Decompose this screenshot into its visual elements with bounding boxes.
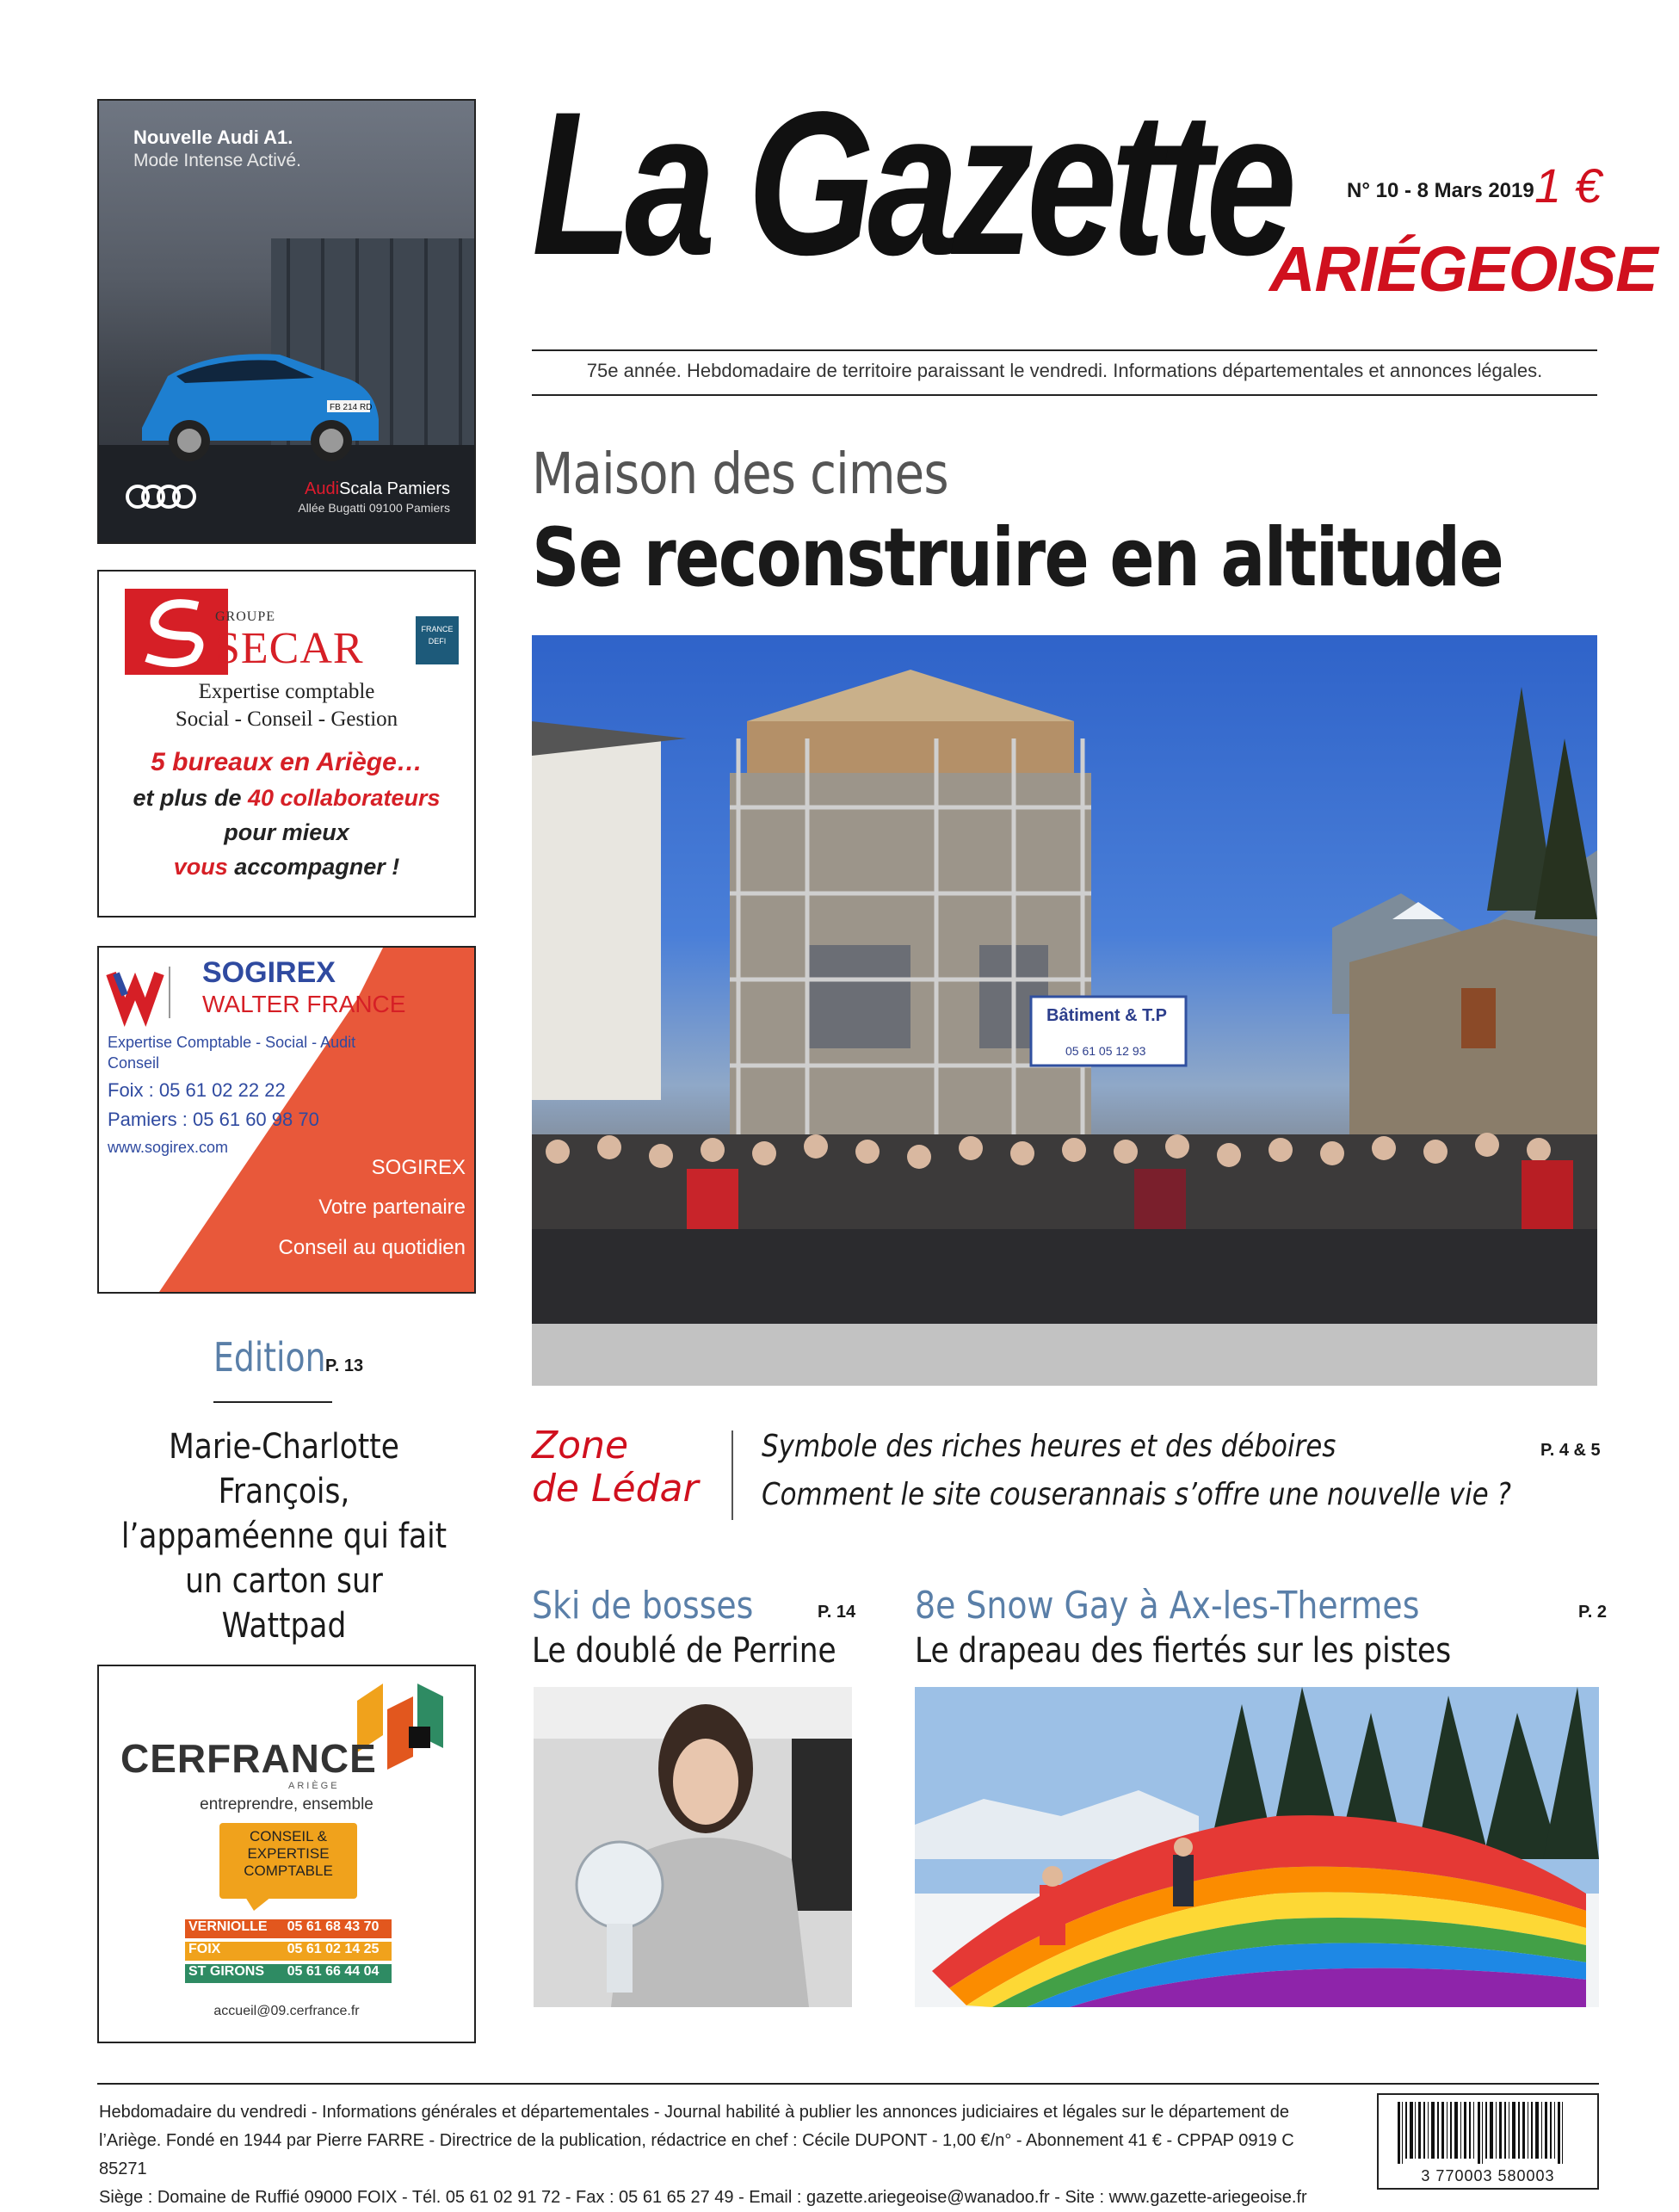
- ski-photo-illustration: [534, 1687, 852, 2007]
- cerfrance-bubble: [219, 1823, 357, 1899]
- snow-kicker[interactable]: 8e Snow Gay à Ax-les-Thermes: [915, 1584, 1420, 1628]
- ad-audi[interactable]: [97, 99, 476, 544]
- cerfrance-row: [185, 1964, 392, 1983]
- audi-line-1: Nouvelle Audi A1.: [133, 127, 293, 148]
- cerfrance-city: VERNIOLLE: [185, 1919, 275, 1938]
- cerfrance-bubble-3: COMPTABLE: [244, 1863, 333, 1879]
- secar-line-5: [99, 854, 474, 880]
- edition-line-3: un carton sur Wattpad: [185, 1561, 383, 1646]
- lead-photo[interactable]: [532, 635, 1597, 1386]
- snow-photo-illustration: [915, 1687, 1599, 2007]
- snow-headline[interactable]: Le drapeau des fiertés sur les pistes: [915, 1631, 1452, 1671]
- sogirex-sub: WALTER FRANCE: [202, 991, 406, 1017]
- price: 1 €: [1534, 158, 1602, 213]
- cerfrance-bubble-tail-icon: [245, 1897, 271, 1911]
- ski-photo[interactable]: [534, 1687, 852, 2007]
- barcode: [1377, 2093, 1599, 2190]
- secar-red-line: 5 bureaux en Ariège…: [151, 748, 423, 776]
- masthead-rule: [532, 394, 1597, 396]
- ad-secar[interactable]: [97, 570, 476, 918]
- ad-cerfrance[interactable]: [97, 1665, 476, 2043]
- cerfrance-phone-table: [185, 1919, 392, 1986]
- secar-line-1: Expertise comptable: [198, 680, 375, 703]
- footer-rule: [97, 2083, 1599, 2085]
- ad-sogirex[interactable]: [97, 946, 476, 1294]
- cerfrance-slogan: entreprendre, ensemble: [200, 1795, 373, 1813]
- cerfrance-phone: 05 61 02 14 25: [275, 1942, 392, 1961]
- audi-plate: FB 214 RD: [330, 403, 373, 412]
- ledar-title-line1: Zone: [532, 1424, 629, 1467]
- snow-page-ref: P. 2: [1578, 1603, 1607, 1622]
- secar-line-3b: 40 collaborateurs: [247, 785, 441, 811]
- sogirex-name: SOGIREX: [202, 956, 336, 989]
- sogirex-right-1: SOGIREX: [371, 1156, 466, 1179]
- edition-page-ref: P. 13: [325, 1356, 364, 1375]
- cerfrance-phone: 05 61 66 44 04: [275, 1964, 392, 1983]
- masthead-subtitle: ARIÉGEOISE: [1269, 233, 1657, 305]
- sogirex-right-2: Votre partenaire: [318, 1196, 466, 1219]
- ledar-kicker[interactable]: [532, 1424, 699, 1511]
- footer-line-1: Hebdomadaire du vendredi - Informations générales et départementales - Journal habilité à publier les annonces judiciaires et légales sur le département de: [99, 2103, 1290, 2122]
- ledar-title-line2: de Lédar: [532, 1467, 699, 1511]
- secar-badge: FRANCE DEFI: [416, 616, 459, 664]
- ski-headline[interactable]: Le doublé de Perrine: [532, 1631, 836, 1671]
- sogirex-line-1: Expertise Comptable - Social - Audit: [108, 1034, 356, 1051]
- audi-dealer-name: Scala Pamiers: [339, 479, 450, 498]
- footer-line-2: l’Ariège. Fondé en 1944 par Pierre FARRE - Directrice de la publication, rédactrice en chef : Cécile DUPONT - 1,00 €/n° - Abonnement 41 € - CPPAP 0919 C 85271: [99, 2131, 1294, 2178]
- barcode-number: 3 770003 580003: [1421, 2167, 1555, 2184]
- cerfrance-phone: 05 61 68 43 70: [275, 1919, 392, 1938]
- ledar-page-ref: P. 4 & 5: [1540, 1441, 1601, 1460]
- cerfrance-bubble-1: CONSEIL &: [249, 1828, 328, 1844]
- sogirex-phone-1: Foix : 05 61 02 22 22: [108, 1079, 286, 1101]
- audi-dealer-brand: Audi: [305, 479, 340, 498]
- tagline: 75e année. Hebdomadaire de territoire paraissant le vendredi. Informations départementales et annonces légales.: [586, 360, 1543, 381]
- edition-rule: [213, 1401, 332, 1403]
- edition-line-1: Marie-Charlotte François,: [169, 1427, 399, 1511]
- secar-line-3: [99, 785, 474, 812]
- issue-number: N° 10 - 8 Mars 2019: [1347, 179, 1534, 202]
- cerfrance-name: CERFRANCE: [120, 1736, 377, 1781]
- audi-address: Allée Bugatti 09100 Pamiers: [298, 501, 450, 515]
- cerfrance-row: [185, 1919, 392, 1938]
- ledar-headline-1[interactable]: Symbole des riches heures et des déboires: [762, 1429, 1336, 1464]
- ski-page-ref: P. 14: [818, 1603, 856, 1622]
- cerfrance-city: ST GIRONS: [185, 1964, 275, 1983]
- photo-sign-text: Bâtiment & T.P: [1046, 1006, 1168, 1025]
- secar-groupe: GROUPE: [215, 609, 276, 624]
- lead-kicker[interactable]: Maison des cimes: [532, 441, 948, 507]
- ledar-divider: [731, 1430, 733, 1520]
- sogirex-phone-2: Pamiers : 05 61 60 98 70: [108, 1109, 319, 1130]
- snow-photo[interactable]: [915, 1687, 1599, 2007]
- footer-line-3: Siège : Domaine de Ruffié 09000 FOIX - Tél. 05 61 02 91 72 - Fax : 05 61 65 27 49 - Email : gazette.ariegeoise@wanadoo.fr - Site : www.gazette-ariegeoise.fr: [99, 2188, 1307, 2207]
- cerfrance-city: FOIX: [185, 1942, 275, 1961]
- secar-line-5b: accompagner !: [227, 854, 400, 880]
- secar-line-4: pour mieux: [224, 819, 349, 845]
- edition-kicker[interactable]: Edition: [213, 1334, 326, 1381]
- masthead-title: La Gazette: [532, 70, 1290, 299]
- sogirex-web[interactable]: www.sogirex.com: [108, 1139, 229, 1156]
- ski-kicker[interactable]: Ski de bosses: [532, 1584, 754, 1628]
- masthead-rule: [532, 349, 1597, 351]
- lead-photo-illustration: [532, 635, 1597, 1386]
- sogirex-line-2: Conseil: [108, 1054, 160, 1072]
- edition-line-2: l’appaméenne qui fait: [120, 1517, 448, 1556]
- lead-headline[interactable]: Se reconstruire en altitude: [532, 511, 1503, 605]
- footer-imprint: [99, 2098, 1338, 2212]
- secar-line-2: Social - Conseil - Gestion: [175, 707, 398, 731]
- cerfrance-row: [185, 1942, 392, 1961]
- cerfrance-bubble-2: EXPERTISE: [247, 1845, 330, 1862]
- cerfrance-email[interactable]: accueil@09.cerfrance.fr: [213, 2004, 360, 2018]
- sogirex-logo-icon: [111, 973, 159, 1012]
- cerfrance-region: ARIÈGE: [288, 1781, 340, 1791]
- audi-dealer: [305, 479, 450, 499]
- audi-line-2: Mode Intense Activé.: [133, 151, 301, 170]
- ledar-headline-2[interactable]: Comment le site couserannais s’offre une nouvelle vie ?: [762, 1477, 1511, 1512]
- secar-line-5a: vous: [173, 854, 228, 880]
- edition-headline[interactable]: [95, 1424, 473, 1648]
- secar-name: SECAR: [215, 624, 364, 673]
- sogirex-right-3: Conseil au quotidien: [278, 1236, 466, 1259]
- photo-sign-phone: 05 61 05 12 93: [1065, 1044, 1146, 1058]
- barcode-bars-icon: [1379, 2098, 1597, 2167]
- secar-logo-icon: [125, 589, 228, 675]
- secar-line-3a: et plus de: [133, 785, 248, 811]
